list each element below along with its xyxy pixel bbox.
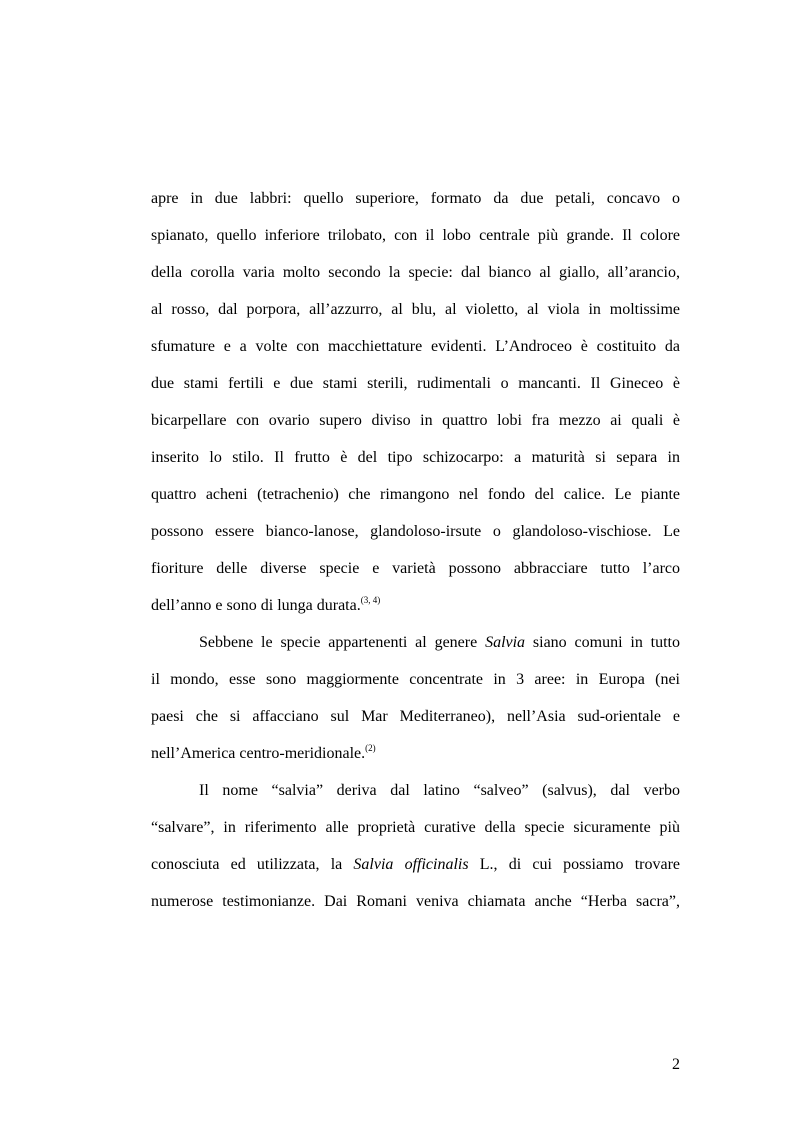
species-name: Salvia officinalis: [353, 856, 469, 873]
text-line: sfumature e a volte con macchiettature evidenti. L’Androceo è costituito da: [151, 338, 680, 355]
text-line: inserito lo stilo. Il frutto è del tipo schizocarpo: a maturità si separa in: [151, 449, 680, 466]
text-line: [151, 624, 680, 661]
paragraph-etymology: [151, 772, 680, 920]
text-line: bicarpellare con ovario supero diviso in quattro lobi fra mezzo ai quali è: [151, 412, 680, 429]
citation-ref: (2): [365, 743, 376, 753]
text-line: apre in due labbri: quello superiore, formato da due petali, concavo o: [151, 190, 680, 207]
text-line: [151, 846, 680, 883]
text-line: della corolla varia molto secondo la specie: dal bianco al giallo, all’arancio,: [151, 264, 680, 281]
text-line: possono essere bianco-lanose, glandoloso-irsute o glandoloso-vischiose. Le: [151, 523, 680, 540]
text-fragment: L., di cui possiamo trovare: [468, 856, 681, 873]
text-line: “salvare”, in riferimento alle proprietà curative della specie sicuramente più: [151, 819, 680, 836]
text-line: al rosso, dal porpora, all’azzurro, al blu, al violetto, al viola in moltissime: [151, 301, 680, 318]
paragraph-corolla-description: [151, 180, 680, 624]
text-line: [151, 735, 680, 772]
text-line: paesi che si affacciano sul Mar Mediterraneo), nell’Asia sud-orientale e: [151, 708, 680, 725]
text-fragment: dell’anno e sono di lunga durata.: [151, 597, 361, 614]
text-line: due stami fertili e due stami sterili, rudimentali o mancanti. Il Gineceo è: [151, 375, 680, 392]
text-line: fioriture delle diverse specie e varietà possono abbracciare tutto l’arco: [151, 560, 680, 577]
citation-ref: (3, 4): [360, 595, 381, 605]
page-number: 2: [672, 1056, 680, 1073]
text-fragment: siano comuni in tutto: [525, 634, 680, 651]
text-fragment: conosciuta ed utilizzata, la: [151, 856, 354, 873]
body-text: [151, 180, 680, 920]
text-line: numerose testimonianze. Dai Romani veniva chiamata anche “Herba sacra”,: [151, 893, 680, 910]
text-line: [151, 587, 680, 624]
text-line: Il nome “salvia” deriva dal latino “salveo” (salvus), dal verbo: [199, 782, 680, 799]
paragraph-distribution: [151, 624, 680, 772]
text-fragment: nell’America centro-meridionale.: [151, 745, 366, 762]
text-line: quattro acheni (tetrachenio) che rimangono nel fondo del calice. Le piante: [151, 486, 680, 503]
genus-name: Salvia: [485, 634, 526, 651]
text-line: il mondo, esse sono maggiormente concentrate in 3 aree: in Europa (nei: [151, 671, 680, 688]
text-line: spianato, quello inferiore trilobato, con il lobo centrale più grande. Il colore: [151, 227, 680, 244]
text-fragment: Sebbene le specie appartenenti al genere: [199, 634, 486, 651]
